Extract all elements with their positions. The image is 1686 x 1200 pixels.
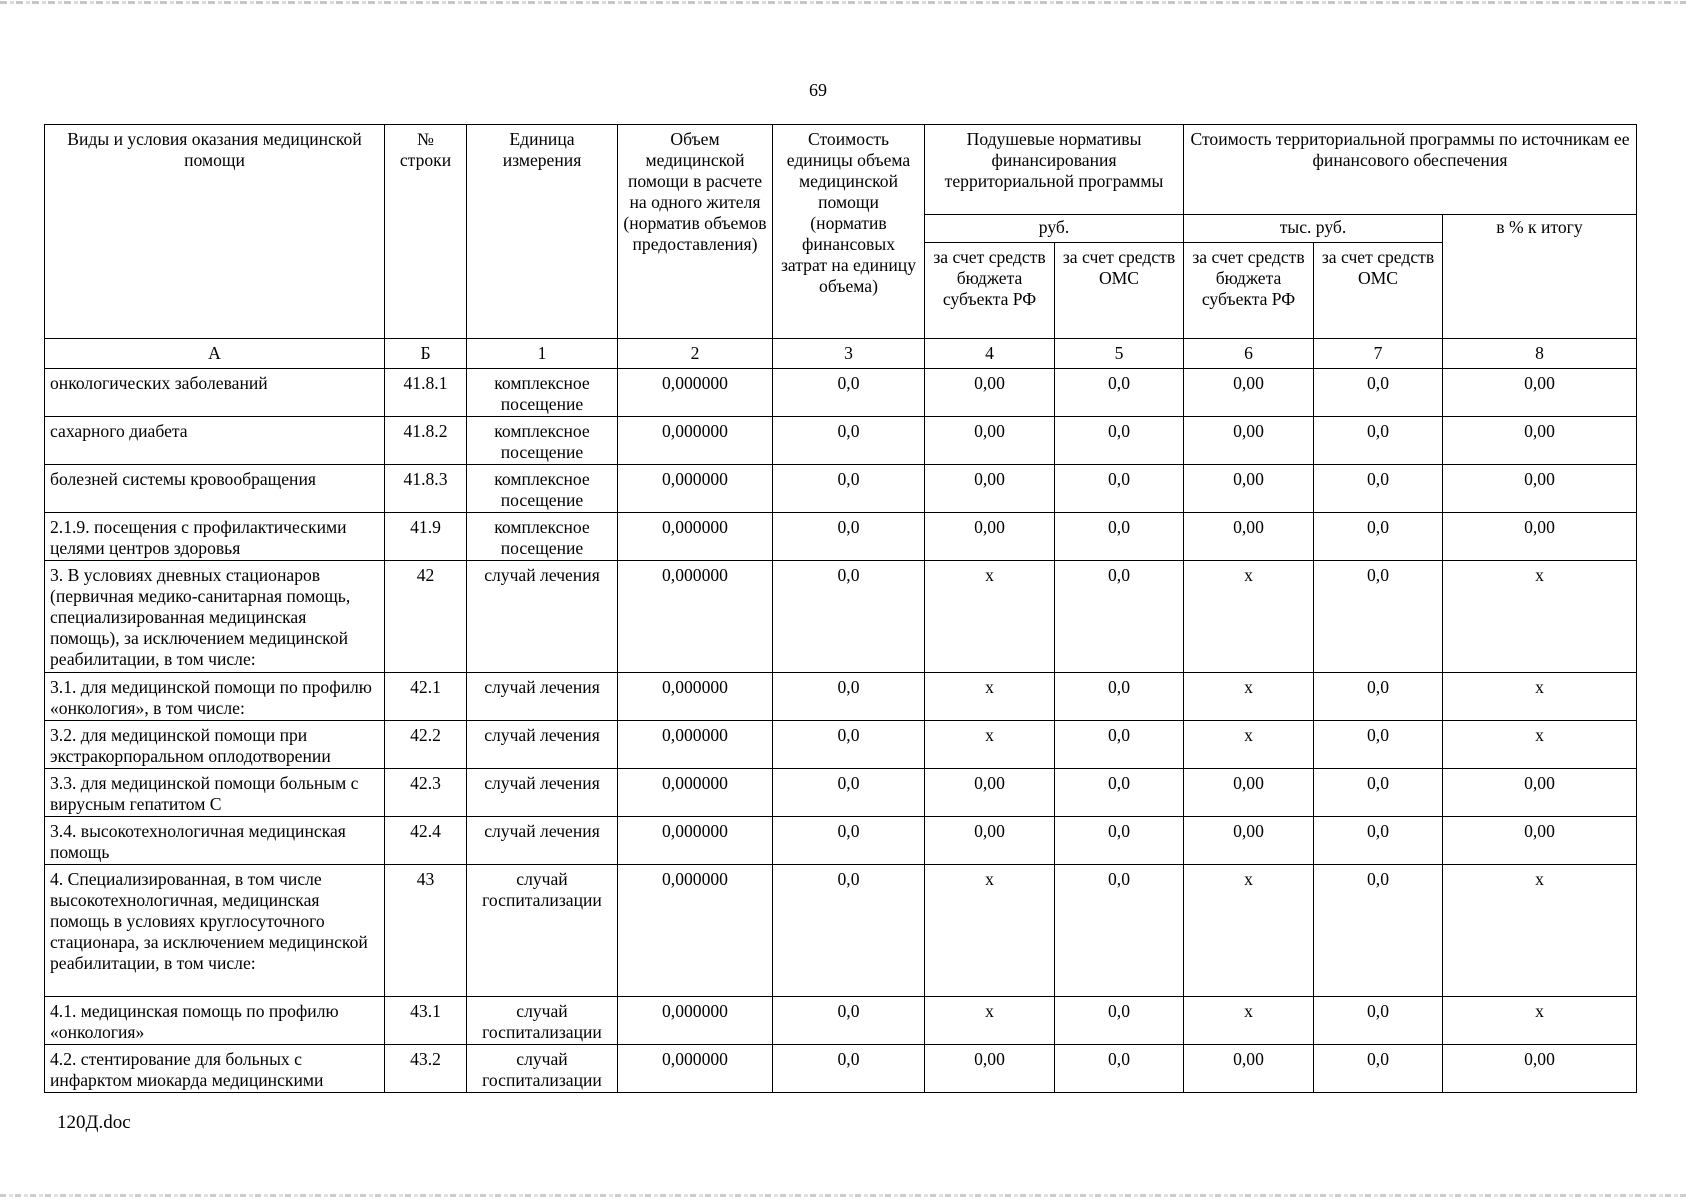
row-percent: 0,00 [1443,817,1637,865]
row-unit-cost: 0,0 [773,721,925,769]
row-budget-rub: х [925,721,1055,769]
row-unit: случай госпитализации [467,1045,618,1093]
row-oms-thousand: 0,0 [1314,769,1443,817]
row-volume: 0,000000 [618,673,773,721]
row-unit-cost: 0,0 [773,817,925,865]
row-budget-thousand: х [1184,721,1314,769]
row-oms-rub: 0,0 [1055,817,1184,865]
row-volume: 0,000000 [618,513,773,561]
row-percent: 0,00 [1443,369,1637,417]
row-oms-rub: 0,0 [1055,865,1184,997]
row-number: 41.8.2 [385,417,467,465]
row-name: сахарного диабета [45,417,385,465]
row-number: 42.3 [385,769,467,817]
row-budget-rub: х [925,561,1055,673]
row-unit-cost: 0,0 [773,997,925,1045]
header-percent-of-total: в % к итогу [1443,215,1637,339]
row-unit: случай лечения [467,769,618,817]
row-name: 2.1.9. посещения с профилактическими целями центров здоровья [45,513,385,561]
scan-edge-top [0,1,1686,4]
row-percent: х [1443,721,1637,769]
row-unit-cost: 0,0 [773,769,925,817]
row-percent: 0,00 [1443,417,1637,465]
row-name: 4.2. стентирование для больных с инфарктом миокарда медицинскими [45,1045,385,1093]
row-unit: случай лечения [467,673,618,721]
row-oms-rub: 0,0 [1055,369,1184,417]
row-name: 3. В условиях дневных стационаров (первичная медико-санитарная помощь, специализированная медицинская помощь), за исключением медицинской реабилитации, в том числе: [45,561,385,673]
row-oms-rub: 0,0 [1055,465,1184,513]
row-oms-thousand: 0,0 [1314,513,1443,561]
row-number: 42 [385,561,467,673]
column-number: А [45,339,385,369]
row-budget-thousand: х [1184,865,1314,997]
row-oms-thousand: 0,0 [1314,1045,1443,1093]
row-number: 41.8.3 [385,465,467,513]
footer-filename: 120Д.doc [57,1112,131,1133]
row-name: 3.1. для медицинской помощи по профилю «онкология», в том числе: [45,673,385,721]
row-oms-rub: 0,0 [1055,513,1184,561]
row-unit-cost: 0,0 [773,865,925,997]
row-budget-thousand: х [1184,673,1314,721]
row-percent: х [1443,561,1637,673]
row-budget-rub: 0,00 [925,817,1055,865]
row-percent: х [1443,997,1637,1045]
row-unit-cost: 0,0 [773,673,925,721]
row-volume: 0,000000 [618,561,773,673]
row-name: онкологических заболеваний [45,369,385,417]
header-oms-thousand: за счет средств ОМС [1314,243,1443,339]
row-volume: 0,000000 [618,721,773,769]
row-budget-thousand: х [1184,997,1314,1045]
row-unit-cost: 0,0 [773,465,925,513]
column-number: 6 [1184,339,1314,369]
row-unit: комплексное посещение [467,465,618,513]
row-percent: 0,00 [1443,1045,1637,1093]
row-volume: 0,000000 [618,769,773,817]
row-name: 3.2. для медицинской помощи при экстракорпоральном оплодотворении [45,721,385,769]
row-oms-rub: 0,0 [1055,997,1184,1045]
row-volume: 0,000000 [618,997,773,1045]
header-unit-cost: Стоимость единицы объема медицинской помощи (норматив финансовых затрат на единицу объема) [773,125,925,339]
row-number: 43.1 [385,997,467,1045]
row-budget-thousand: 0,00 [1184,513,1314,561]
table-row [45,561,1637,673]
row-oms-thousand: 0,0 [1314,561,1443,673]
table-row [45,865,1637,997]
row-budget-rub: х [925,997,1055,1045]
row-unit: комплексное посещение [467,513,618,561]
column-number: 1 [467,339,618,369]
row-percent: 0,00 [1443,513,1637,561]
row-volume: 0,000000 [618,417,773,465]
row-budget-rub: х [925,673,1055,721]
header-budget-rub: за счет средств бюджета субъекта РФ [925,243,1055,339]
row-budget-thousand: 0,00 [1184,1045,1314,1093]
row-number: 41.8.1 [385,369,467,417]
header-oms-rub: за счет средств ОМС [1055,243,1184,339]
row-oms-rub: 0,0 [1055,417,1184,465]
row-unit: случай лечения [467,721,618,769]
row-unit: случай госпитализации [467,865,618,997]
row-oms-thousand: 0,0 [1314,369,1443,417]
row-percent: х [1443,673,1637,721]
financing-table [44,124,1637,1093]
row-oms-thousand: 0,0 [1314,721,1443,769]
row-budget-rub: 0,00 [925,1045,1055,1093]
row-oms-rub: 0,0 [1055,769,1184,817]
row-oms-thousand: 0,0 [1314,673,1443,721]
table-row [45,1045,1637,1093]
column-number: 7 [1314,339,1443,369]
row-budget-thousand: 0,00 [1184,369,1314,417]
row-oms-rub: 0,0 [1055,561,1184,673]
row-volume: 0,000000 [618,465,773,513]
table-row [45,417,1637,465]
row-unit-cost: 0,0 [773,513,925,561]
table-row [45,997,1637,1045]
header-row-number: № строки [385,125,467,339]
row-budget-rub: 0,00 [925,369,1055,417]
row-volume: 0,000000 [618,369,773,417]
row-volume: 0,000000 [618,1045,773,1093]
table-row [45,513,1637,561]
table-row [45,721,1637,769]
row-name: болезней системы кровообращения [45,465,385,513]
row-percent: 0,00 [1443,465,1637,513]
header-budget-thousand: за счет средств бюджета субъекта РФ [1184,243,1314,339]
row-number: 43 [385,865,467,997]
header-type: Виды и условия оказания медицинской помощи [45,125,385,339]
row-oms-thousand: 0,0 [1314,465,1443,513]
row-budget-thousand: 0,00 [1184,417,1314,465]
row-unit: комплексное посещение [467,417,618,465]
row-unit: случай лечения [467,817,618,865]
row-number: 42.1 [385,673,467,721]
header-program-cost-group: Стоимость территориальной программы по источникам ее финансового обеспечения [1184,125,1637,215]
row-oms-thousand: 0,0 [1314,417,1443,465]
table-row [45,817,1637,865]
column-number: 4 [925,339,1055,369]
row-unit: случай лечения [467,561,618,673]
row-oms-thousand: 0,0 [1314,817,1443,865]
header-unit: Единица измерения [467,125,618,339]
row-volume: 0,000000 [618,817,773,865]
row-unit-cost: 0,0 [773,417,925,465]
row-oms-rub: 0,0 [1055,1045,1184,1093]
row-budget-thousand: х [1184,561,1314,673]
column-number: Б [385,339,467,369]
row-budget-thousand: 0,00 [1184,769,1314,817]
row-unit-cost: 0,0 [773,1045,925,1093]
row-name: 4.1. медицинская помощь по профилю «онкология» [45,997,385,1045]
row-number: 41.9 [385,513,467,561]
table-row [45,673,1637,721]
row-unit-cost: 0,0 [773,561,925,673]
header-unit-rub: руб. [925,215,1184,243]
row-budget-rub: 0,00 [925,513,1055,561]
row-budget-rub: 0,00 [925,417,1055,465]
row-oms-rub: 0,0 [1055,673,1184,721]
column-number-row [45,339,1637,369]
row-budget-rub: 0,00 [925,769,1055,817]
table-row [45,369,1637,417]
column-number: 2 [618,339,773,369]
column-number: 5 [1055,339,1184,369]
header-per-capita-group: Подушевые нормативы финансирования территориальной программы [925,125,1184,215]
row-unit-cost: 0,0 [773,369,925,417]
row-percent: 0,00 [1443,769,1637,817]
table-row [45,465,1637,513]
column-number: 8 [1443,339,1637,369]
row-name: 3.3. для медицинской помощи больным с вирусным гепатитом С [45,769,385,817]
header-unit-thousand-rub: тыс. руб. [1184,215,1443,243]
row-unit: случай госпитализации [467,997,618,1045]
row-budget-thousand: 0,00 [1184,817,1314,865]
row-name: 4. Специализированная, в том числе высокотехнологичная, медицинская помощь в условиях круглосуточного стационара, за исключением медицинской реабилитации, в том числе: [45,865,385,997]
row-number: 42.2 [385,721,467,769]
row-budget-rub: х [925,865,1055,997]
row-number: 42.4 [385,817,467,865]
row-oms-thousand: 0,0 [1314,997,1443,1045]
column-number: 3 [773,339,925,369]
row-volume: 0,000000 [618,865,773,997]
row-oms-rub: 0,0 [1055,721,1184,769]
header-row-1 [45,125,1637,215]
table-row [45,769,1637,817]
row-percent: х [1443,865,1637,997]
row-oms-thousand: 0,0 [1314,865,1443,997]
row-budget-thousand: 0,00 [1184,465,1314,513]
header-volume: Объем медицинской помощи в расчете на одного жителя (норматив объемов предоставления) [618,125,773,339]
scan-edge-bottom [0,1194,1686,1197]
row-number: 43.2 [385,1045,467,1093]
row-name: 3.4. высокотехнологичная медицинская помощь [45,817,385,865]
row-budget-rub: 0,00 [925,465,1055,513]
page-number: 69 [809,80,827,100]
row-unit: комплексное посещение [467,369,618,417]
